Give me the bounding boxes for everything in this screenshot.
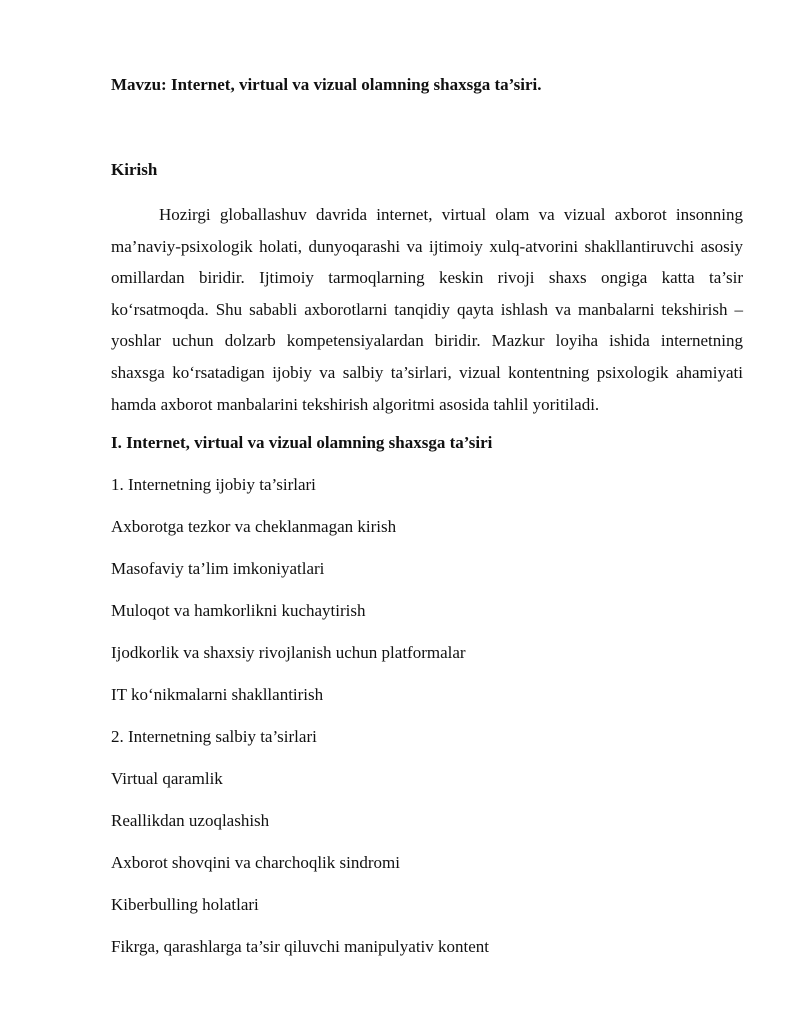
list-item: Muloqot va hamkorlikni kuchaytirish xyxy=(111,601,366,620)
section1-heading: I. Internet, virtual va vizual olamning shaxsga ta’siri xyxy=(111,433,493,452)
list-item: IT ko‘nikmalarni shakllantirish xyxy=(111,685,324,704)
list-item: Masofaviy ta’lim imkoniyatlari xyxy=(111,559,325,578)
negative-heading: 2. Internetning salbiy ta’sirlari xyxy=(111,727,317,746)
list-item: Virtual qaramlik xyxy=(111,769,223,788)
list-item: Ijodkorlik va shaxsiy rivojlanish uchun platformalar xyxy=(111,643,466,662)
intro-heading: Kirish xyxy=(111,160,158,179)
intro-paragraph: Hozirgi globallashuv davrida internet, virtual olam va vizual axborot insonning ma’naviy-psixologik holati, dunyoqarashi va ijtimoiy xulq-atvorini shakllantiruvchi asosiy omillardan biridir. Ijtimoiy tarmoqlarning keskin rivoji shaxs ongiga katta ta’sir ko‘rsatmoqda. Shu sababli axborotlarni tanqidiy qayta ishlash va manbalarni tekshirish – yoshlar uchun dolzarb kompetensiyalardan biridir. Mazkur loyiha ishida internetning shaxsga ko‘rsatadigan ijobiy va salbiy ta’sirlari, vizual kontentning psixologik ahamiyati hamda axborot manbalarini tekshirish algoritmi asosida tahlil yoritiladi. xyxy=(111,205,743,414)
positive-heading: 1. Internetning ijobiy ta’sirlari xyxy=(111,475,316,494)
list-item: Kiberbulling holatlari xyxy=(111,895,259,914)
list-item: Reallikdan uzoqlashish xyxy=(111,811,270,830)
list-item: Axborot shovqini va charchoqlik sindromi xyxy=(111,853,400,872)
document-title: Mavzu: Internet, virtual va vizual olamning shaxsga ta’siri. xyxy=(111,75,542,94)
list-item: Axborotga tezkor va cheklanmagan kirish xyxy=(111,517,397,536)
list-item: Fikrga, qarashlarga ta’sir qiluvchi manipulyativ kontent xyxy=(111,937,490,956)
